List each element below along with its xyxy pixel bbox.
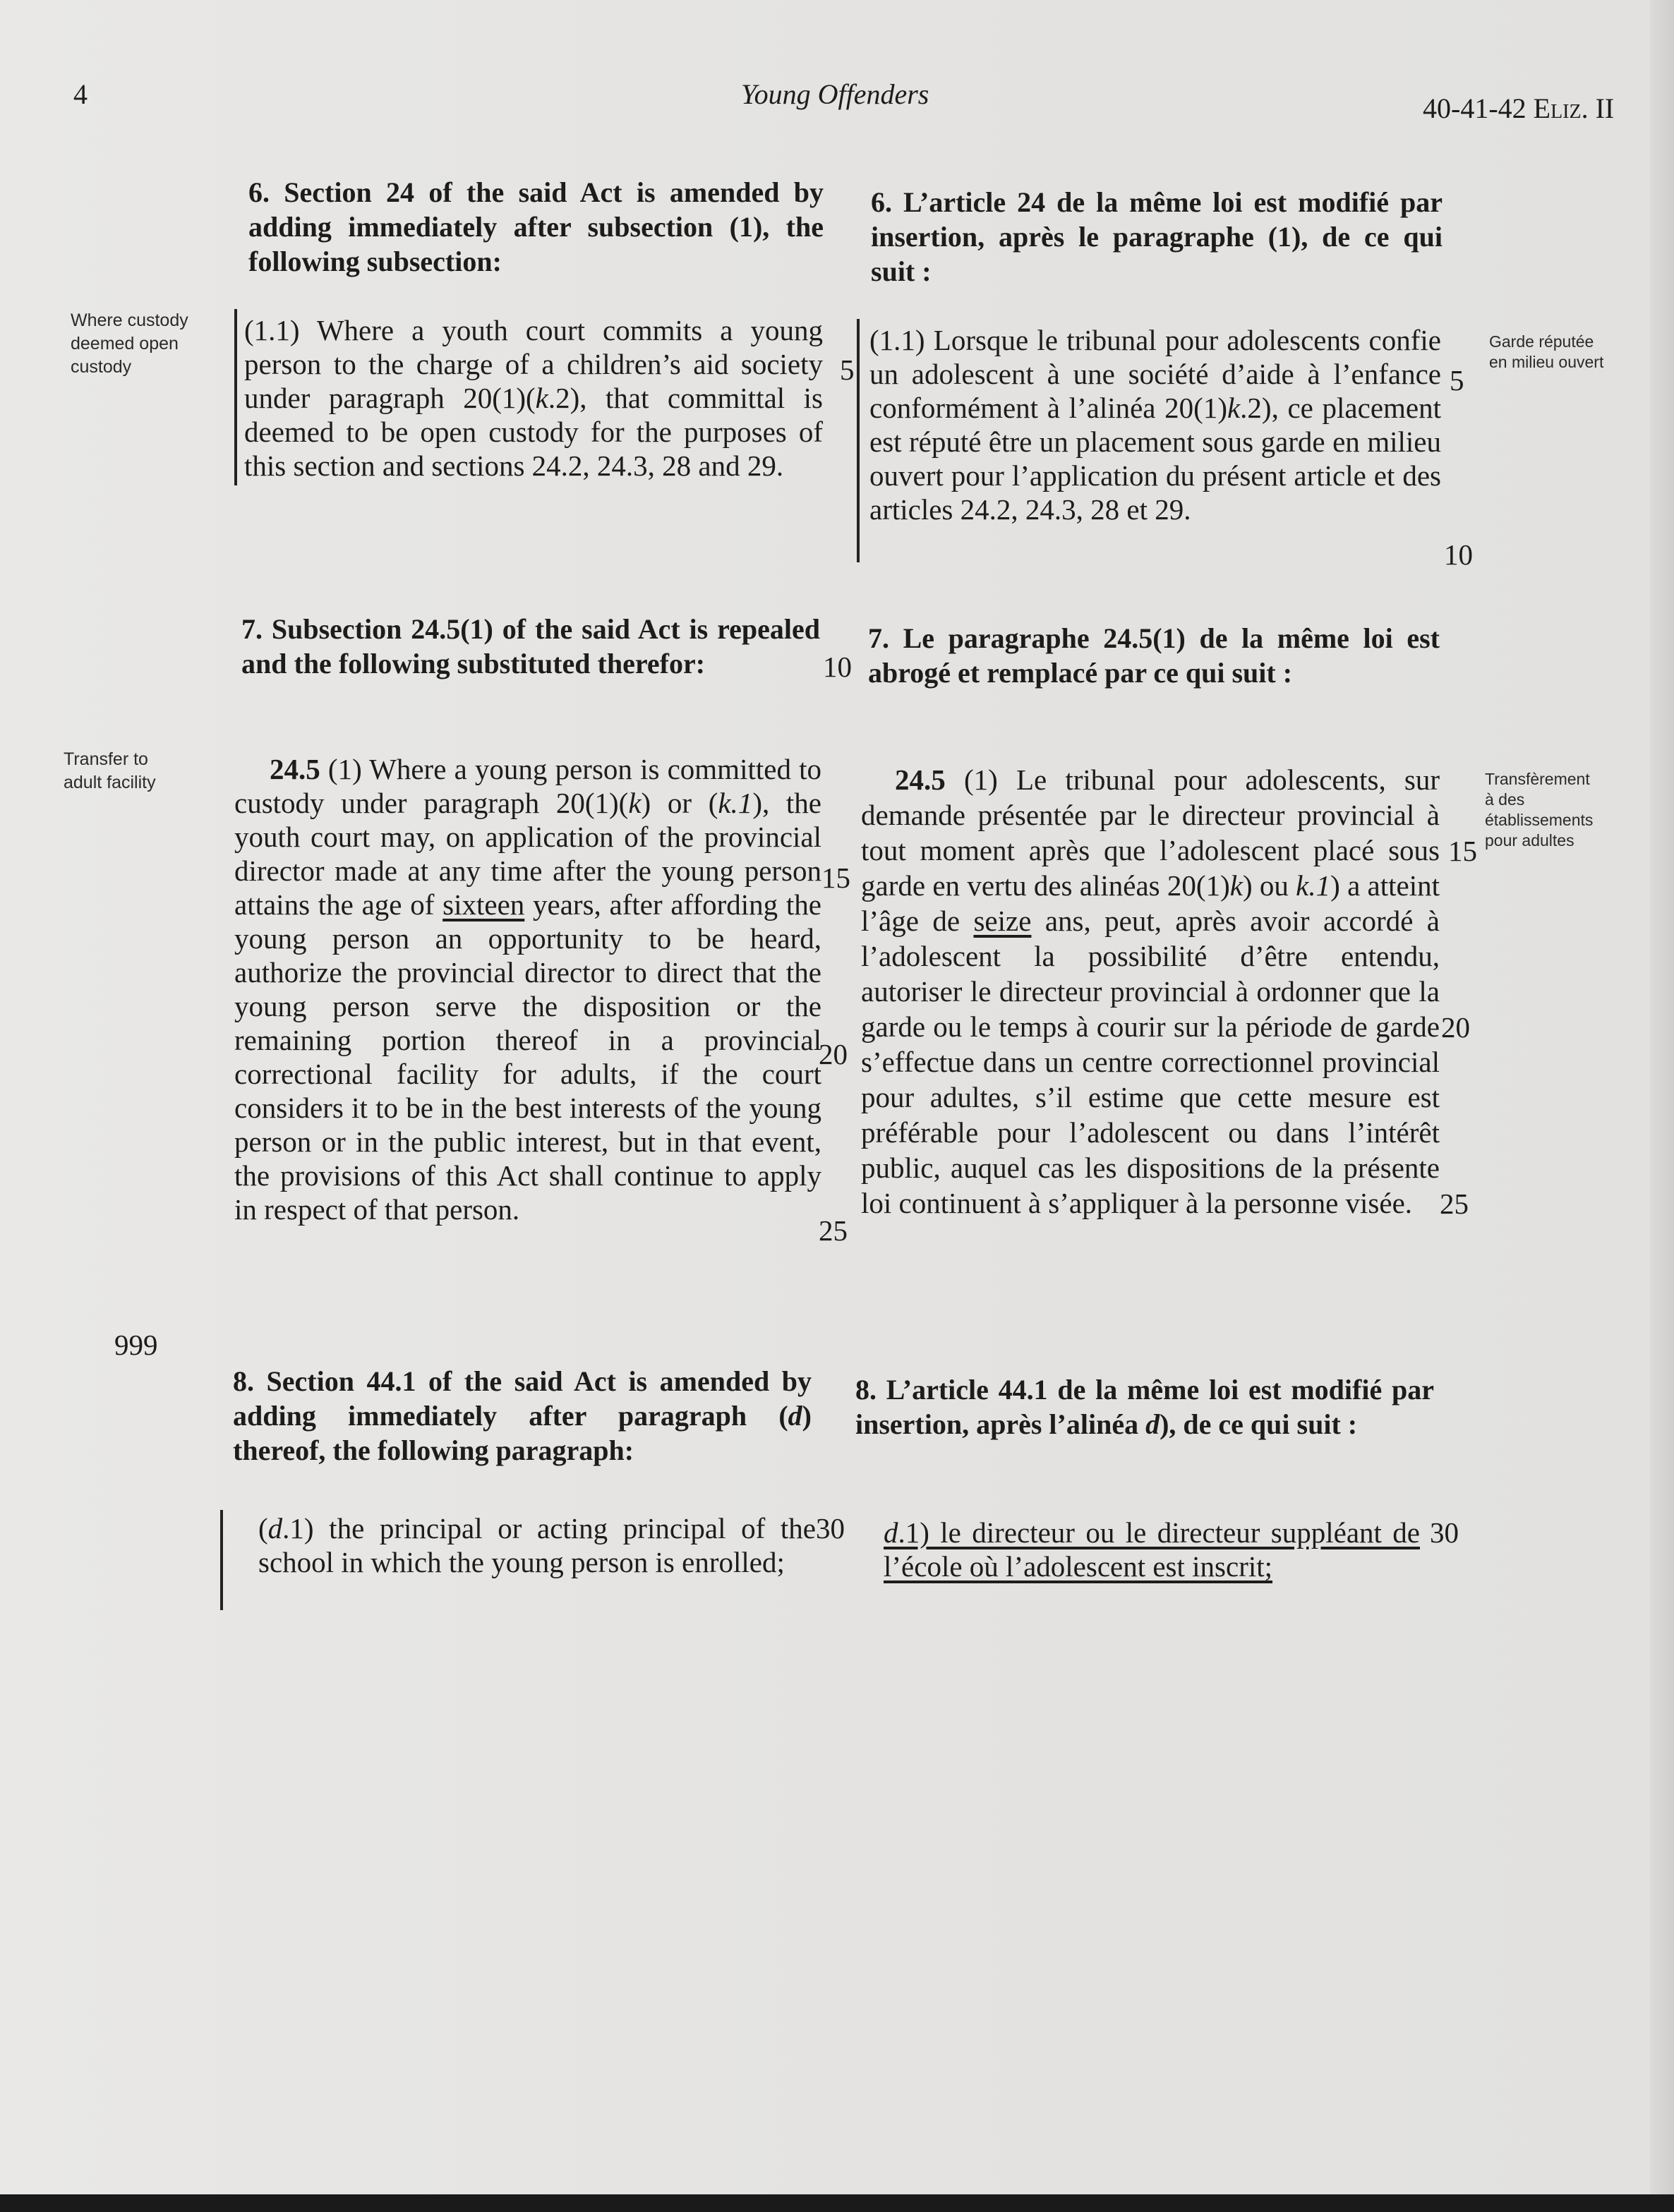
margin-note-left-1: Where custody deemed open custody [71,310,188,377]
citation: 40-41-42 Eliz. II [1423,92,1615,124]
change-bar [234,309,237,485]
line-number-15-fr: 15 [1448,835,1477,867]
line-number-20: 20 [819,1038,848,1070]
line-number-5: 5 [840,353,855,386]
section-8-body-fr: d.1) le directeur ou le directeur suppléant de l’école où l’adolescent est inscrit; [884,1516,1420,1583]
line-number-10: 10 [823,651,852,683]
line-number-25-fr: 25 [1440,1187,1469,1220]
change-bar [220,1510,223,1610]
running-title: Young Offenders [741,78,929,110]
section-6-heading-fr: 6. L’article 24 de la même loi est modifié par insertion, après le paragraphe (1), de ce qui suit : [871,186,1443,287]
section-6-heading-en: 6. Section 24 of the said Act is amended by adding immediately after subsection (1), the following subsection: [248,176,824,277]
line-number-5-fr: 5 [1450,364,1464,397]
line-number-30-fr: 30 [1430,1516,1459,1549]
page-mark: 999 [114,1329,158,1361]
line-number-20-fr: 20 [1441,1011,1470,1044]
section-6-body-en: (1.1) Where a youth court commits a young person to the charge of a children’s aid society under paragraph 20(1)(k.2), that committal is deemed to be open custody for the purposes of this section and sections 24.2, 24.3, 28 and 29. [244,314,823,482]
section-7-body-en: 24.5 (1) Where a young person is committed to custody under paragraph 20(1)(k) or (k.1), the youth court may, on application of the provincial director made at any time after the young person attains the age of sixteen years, after affording the young person an opportunity to be heard, authorize the provincial director to direct that the young person serve the disposition or the remaining portion thereof in a provincial correctional facility for adults, if the court considers it to be in the best interests of the young person or in the public interest, but in that event, the provisions of this Act shall continue to apply in respect of that person. [234,753,821,1226]
line-number-15: 15 [821,862,850,894]
section-8-heading-en: 8. Section 44.1 of the said Act is amended by adding immediately after paragraph (d) thereof, the following paragraph: [233,1365,812,1466]
page-edge [1650,0,1674,2194]
page-number: 4 [73,78,88,110]
section-7-heading-fr: 7. Le paragraphe 24.5(1) de la même loi est abrogé et remplacé par ce qui suit : [868,622,1440,689]
section-7-body-fr: 24.5 (1) Le tribunal pour adolescents, sur demande présentée par le directeur provincial à tout moment après que l’adolescent placé sous garde en vertu des alinéas 20(1)k) ou k.1) a atteint l’âge de seize ans, peut, après avoir accordé à l’adolescent la possibilité d’être entendu, autoriser le directeur provincial à ordonner que la garde ou le temps à courir sur la période de garde s’effectue dans un centre correctionnel provincial pour adultes, s’il estime que cette mesure est préférable pour l’adolescent ou dans l’intérêt public, auquel cas les dispositions de la présente loi continuent à s’appliquer à la personne visée. [861,763,1440,1219]
line-number-25: 25 [819,1214,848,1247]
change-bar [857,319,860,562]
section-7-heading-en: 7. Subsection 24.5(1) of the said Act is repealed and the following substituted therefor: [241,613,820,679]
section-8-body-en: (d.1) the principal or acting principal of the school in which the young person is enrolled; [258,1512,816,1578]
margin-note-right-1: Garde réputée en milieu ouvert [1489,332,1604,371]
margin-note-left-2: Transfer to adult facility [64,749,156,792]
line-number-10-fr: 10 [1444,538,1473,571]
section-8-heading-fr: 8. L’article 44.1 de la même loi est modifié par insertion, après l’alinéa d), de ce qui suit : [855,1374,1434,1440]
line-number-30: 30 [816,1512,845,1545]
section-6-body-fr: (1.1) Lorsque le tribunal pour adolescents confie un adolescent à une société d’aide à l’enfance conformément à l’alinéa 20(1)k.2), ce placement est réputé être un placement sous garde en milieu ouvert pour l’application du présent article et des articles 24.2, 24.3, 28 et 29. [869,324,1441,526]
margin-note-right-2: Transfèrement à des établissements pour adultes [1485,770,1594,850]
scan-border [0,2194,1674,2212]
